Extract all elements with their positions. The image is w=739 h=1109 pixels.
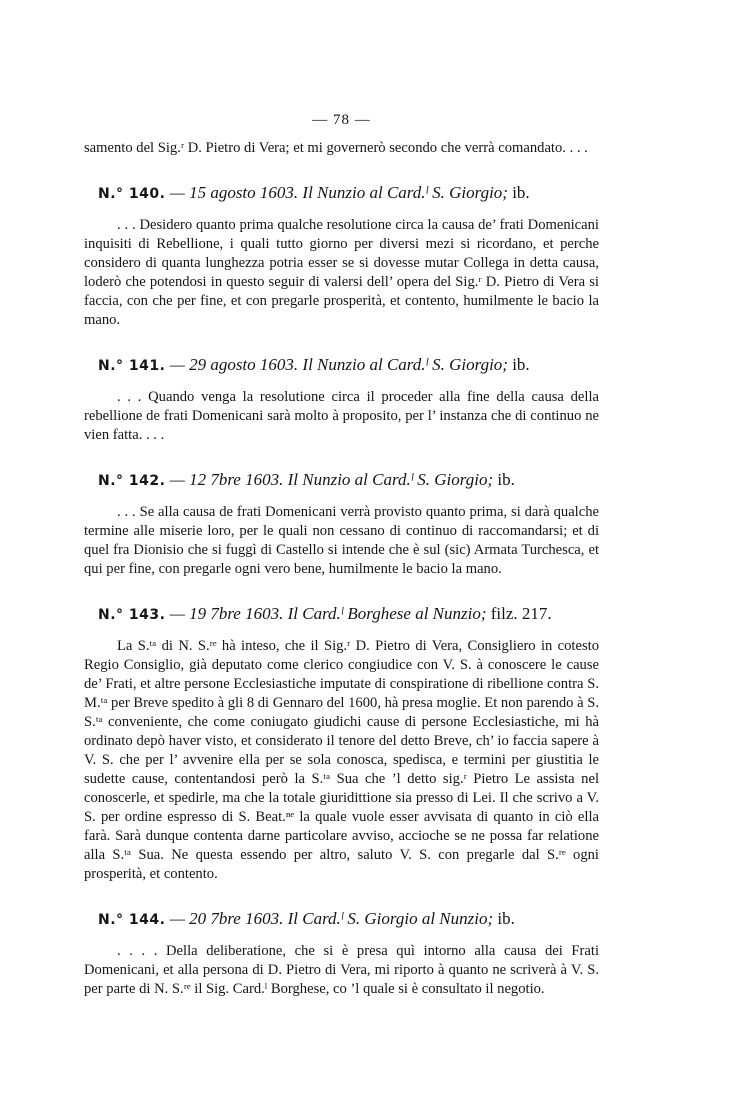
entry-source: filz. 217. [490, 604, 552, 623]
entry-text-141: . . . Quando venga la resolutione circa il proceder alla fine della causa della rebellione de frati Domenicani sarà molto à proposito, per l’ instanza che di continuo ne vien fatta. . . . [84, 389, 599, 443]
entry-date-title: — 19 7bre 1603. Il Card.ˡ Borghese al Nunzio; [169, 604, 487, 623]
entry-text-142: . . . Se alla causa de frati Domenicani verrà provisto quanto prima, si darà qualche termine alle miserie loro, per le quali non cessano di continuo di raccomandarsi; et di quel fra Dionisio che si fuggì di Castello si intende che è sul (sic) Armata Turchesca, et qui per fine, con pregarle ogni vero bene, humilmente le bacio la mano. [84, 504, 599, 577]
entry-heading-141 [84, 354, 599, 377]
entry-date-title: — 29 agosto 1603. Il Nunzio al Card.ˡ S. Giorgio; [169, 355, 508, 374]
entry-heading-143 [84, 603, 599, 626]
entry-number: N.° 143. [98, 607, 166, 623]
entry-heading-144 [84, 908, 599, 931]
entry-number: N.° 140. [98, 186, 166, 202]
entry-source: ib. [512, 183, 530, 202]
entry-date-title: — 20 7bre 1603. Il Card.ˡ S. Giorgio al Nunzio; [169, 909, 494, 928]
entry-date-title: — 15 agosto 1603. Il Nunzio al Card.ˡ S. Giorgio; [169, 183, 508, 202]
entry-number: N.° 142. [98, 473, 166, 489]
intro-paragraph: samento del Sig.ʳ D. Pietro di Vera; et mi governerò secondo che verrà comandato. . . . [84, 140, 588, 156]
entry-date-title: — 12 7bre 1603. Il Nunzio al Card.ˡ S. Giorgio; [169, 470, 494, 489]
entry-source: ib. [512, 355, 530, 374]
entry-source: ib. [497, 909, 515, 928]
entry-heading-140 [84, 182, 599, 205]
entry-text-143: La S.ᵗᵃ di N. S.ʳᵉ hà inteso, che il Sig.ʳ D. Pietro di Vera, Consigliero in cotesto Regio Consiglio, già deputato come clerico congiudice con V. S. à conoscere le cause de’ Frati, et altre persone Ecclesiastiche imputate di conspiratione di ribellione contra S. M.ᵗᵃ per Breve spedito à gli 8 di Gennaro del 1600, hà presa moglie. Et non parendo à S. S.ᵗᵃ conveniente, che come coniugato giudichi cause di persone Ecclesiastiche, mi hà ordinato depò haver visto, et considerato il tenore del detto Breve, ch’ io faccia sapere à V. S. che per l’ avvenire ella per se sola conosca, spedisca, e termini per giustitia le sudette cause, contentandosi però la S.ᵗᵃ Sua che ’l detto sig.ʳ Pietro Le assista nel conoscerle, et spedirle, ma che la totale giuridittione sia presso di Lei. Il che scrivo a V. S. per ordine espresso di S. Beat.ⁿᵉ la quale vuole esser avvisata di quanto in ciò ella farà. Sarà dunque contenta darne particolare avviso, accioche se ne possa far relatione alla S.ᵗᵃ Sua. Ne questa essendo per altro, saluto V. S. con pregarle dal S.ʳᵉ ogni prosperità, et contento. [84, 638, 600, 882]
page-number: — 78 — [312, 112, 371, 128]
entry-text-144: . . . . Della deliberatione, che si è presa quì intorno alla causa dei Frati Domenicani, et alla persona di D. Pietro di Vera, mi riporto à quanto ne scriverà à V. S. per parte di N. S.ʳᵉ il Sig. Card.ˡ Borghese, co ’l quale si è consultato il negotio. [84, 943, 599, 997]
entry-text-140: . . . Desidero quanto prima qualche resolutione circa la causa de’ frati Domenicani inquisiti di Rebellione, i quali tutto giorno per diversi mezi si ricordano, et perche considero di quanta lunghezza potria esser se si dovesse mutar Collega in detta causa, loderò che potendosi in questo seguir di valersi dell’ opera del Sig.ʳ D. Pietro di Vera si faccia, con che per fine, et con pregarle prosperità, et contento, humilmente le bacio la mano. [84, 217, 599, 328]
entry-number: N.° 144. [98, 912, 166, 928]
entry-source: ib. [497, 470, 515, 489]
entry-number: N.° 141. [98, 358, 166, 374]
entry-heading-142 [84, 469, 599, 492]
